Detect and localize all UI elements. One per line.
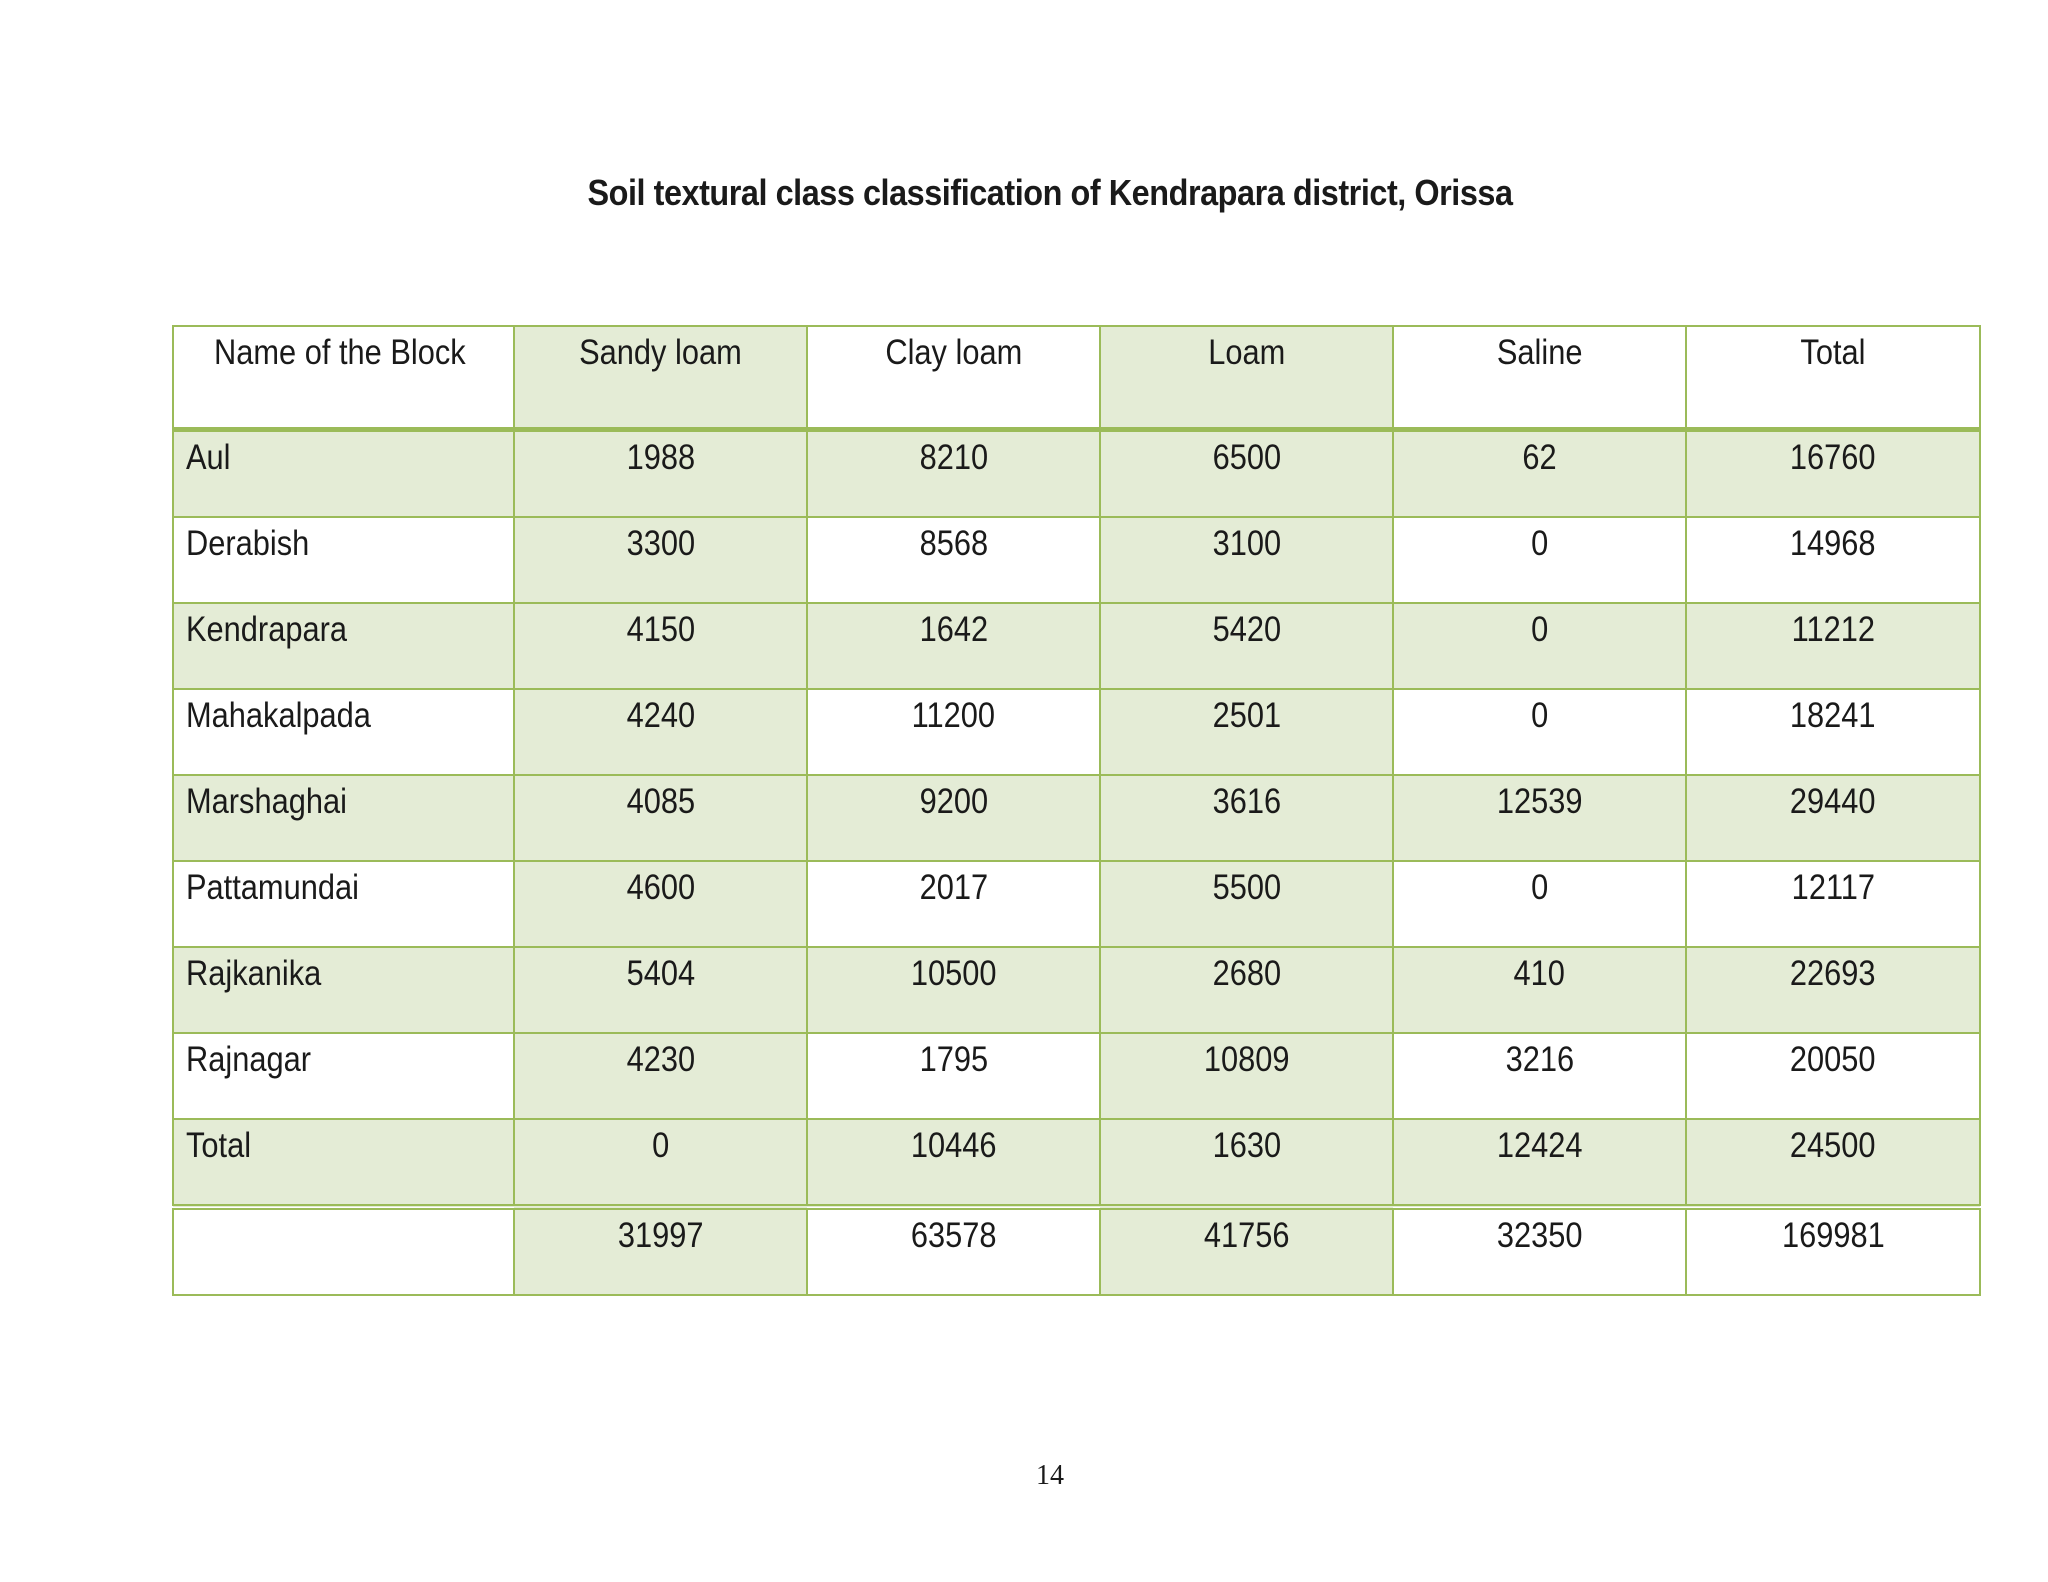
clay-loam-cell: 8568 bbox=[807, 517, 1100, 603]
header-saline: Saline bbox=[1393, 326, 1686, 430]
loam-cell: 41756 bbox=[1100, 1207, 1393, 1295]
saline-cell: 0 bbox=[1393, 603, 1686, 689]
clay-loam-cell: 10500 bbox=[807, 947, 1100, 1033]
loam-cell: 1630 bbox=[1100, 1119, 1393, 1207]
loam-cell: 2680 bbox=[1100, 947, 1393, 1033]
sandy-loam-cell: 31997 bbox=[514, 1207, 807, 1295]
block-name-cell: Kendrapara bbox=[173, 603, 514, 689]
total-cell: 20050 bbox=[1686, 1033, 1980, 1119]
block-name-cell: Total bbox=[173, 1119, 514, 1207]
loam-cell: 3616 bbox=[1100, 775, 1393, 861]
sandy-loam-cell: 3300 bbox=[514, 517, 807, 603]
table-row bbox=[173, 1119, 1980, 1207]
total-cell: 22693 bbox=[1686, 947, 1980, 1033]
saline-cell: 0 bbox=[1393, 861, 1686, 947]
header-total: Total bbox=[1686, 326, 1980, 430]
saline-cell: 12424 bbox=[1393, 1119, 1686, 1207]
saline-cell: 0 bbox=[1393, 689, 1686, 775]
page-number: 14 bbox=[1036, 1460, 1064, 1491]
table-row bbox=[173, 1207, 1980, 1295]
table-row bbox=[173, 861, 1980, 947]
sandy-loam-cell: 4240 bbox=[514, 689, 807, 775]
sandy-loam-cell: 1988 bbox=[514, 430, 807, 518]
header-sandy-loam: Sandy loam bbox=[514, 326, 807, 430]
block-name-cell: Rajkanika bbox=[173, 947, 514, 1033]
clay-loam-cell: 63578 bbox=[807, 1207, 1100, 1295]
total-cell: 24500 bbox=[1686, 1119, 1980, 1207]
header-name-of-block: Name of the Block bbox=[173, 326, 514, 430]
block-name-cell: Pattamundai bbox=[173, 861, 514, 947]
table-row bbox=[173, 430, 1980, 518]
block-name-cell: Marshaghai bbox=[173, 775, 514, 861]
sandy-loam-cell: 4150 bbox=[514, 603, 807, 689]
sandy-loam-cell: 4230 bbox=[514, 1033, 807, 1119]
loam-cell: 10809 bbox=[1100, 1033, 1393, 1119]
clay-loam-cell: 1795 bbox=[807, 1033, 1100, 1119]
table-row bbox=[173, 517, 1980, 603]
clay-loam-cell: 9200 bbox=[807, 775, 1100, 861]
loam-cell: 2501 bbox=[1100, 689, 1393, 775]
saline-cell: 32350 bbox=[1393, 1207, 1686, 1295]
sandy-loam-cell: 4085 bbox=[514, 775, 807, 861]
loam-cell: 5500 bbox=[1100, 861, 1393, 947]
sandy-loam-cell: 5404 bbox=[514, 947, 807, 1033]
table-row bbox=[173, 603, 1980, 689]
block-name-cell: Derabish bbox=[173, 517, 514, 603]
total-cell: 29440 bbox=[1686, 775, 1980, 861]
loam-cell: 6500 bbox=[1100, 430, 1393, 518]
saline-cell: 62 bbox=[1393, 430, 1686, 518]
sandy-loam-cell: 4600 bbox=[514, 861, 807, 947]
total-cell: 14968 bbox=[1686, 517, 1980, 603]
block-name-cell: Aul bbox=[173, 430, 514, 518]
total-cell: 16760 bbox=[1686, 430, 1980, 518]
block-name-cell bbox=[173, 1207, 514, 1295]
clay-loam-cell: 1642 bbox=[807, 603, 1100, 689]
total-cell: 11212 bbox=[1686, 603, 1980, 689]
loam-cell: 5420 bbox=[1100, 603, 1393, 689]
soil-classification-table bbox=[172, 325, 1981, 1296]
header-clay-loam: Clay loam bbox=[807, 326, 1100, 430]
saline-cell: 3216 bbox=[1393, 1033, 1686, 1119]
sandy-loam-cell: 0 bbox=[514, 1119, 807, 1207]
header-loam: Loam bbox=[1100, 326, 1393, 430]
total-cell: 18241 bbox=[1686, 689, 1980, 775]
block-name-cell: Mahakalpada bbox=[173, 689, 514, 775]
page-title: Soil textural class classification of Kendrapara district, Orissa bbox=[587, 172, 1513, 213]
table-header-row bbox=[173, 326, 1980, 430]
clay-loam-cell: 11200 bbox=[807, 689, 1100, 775]
table-row bbox=[173, 689, 1980, 775]
table-row bbox=[173, 947, 1980, 1033]
saline-cell: 12539 bbox=[1393, 775, 1686, 861]
total-cell: 169981 bbox=[1686, 1207, 1980, 1295]
table-row bbox=[173, 1033, 1980, 1119]
clay-loam-cell: 8210 bbox=[807, 430, 1100, 518]
total-cell: 12117 bbox=[1686, 861, 1980, 947]
block-name-cell: Rajnagar bbox=[173, 1033, 514, 1119]
saline-cell: 410 bbox=[1393, 947, 1686, 1033]
clay-loam-cell: 2017 bbox=[807, 861, 1100, 947]
table-row bbox=[173, 775, 1980, 861]
clay-loam-cell: 10446 bbox=[807, 1119, 1100, 1207]
loam-cell: 3100 bbox=[1100, 517, 1393, 603]
saline-cell: 0 bbox=[1393, 517, 1686, 603]
